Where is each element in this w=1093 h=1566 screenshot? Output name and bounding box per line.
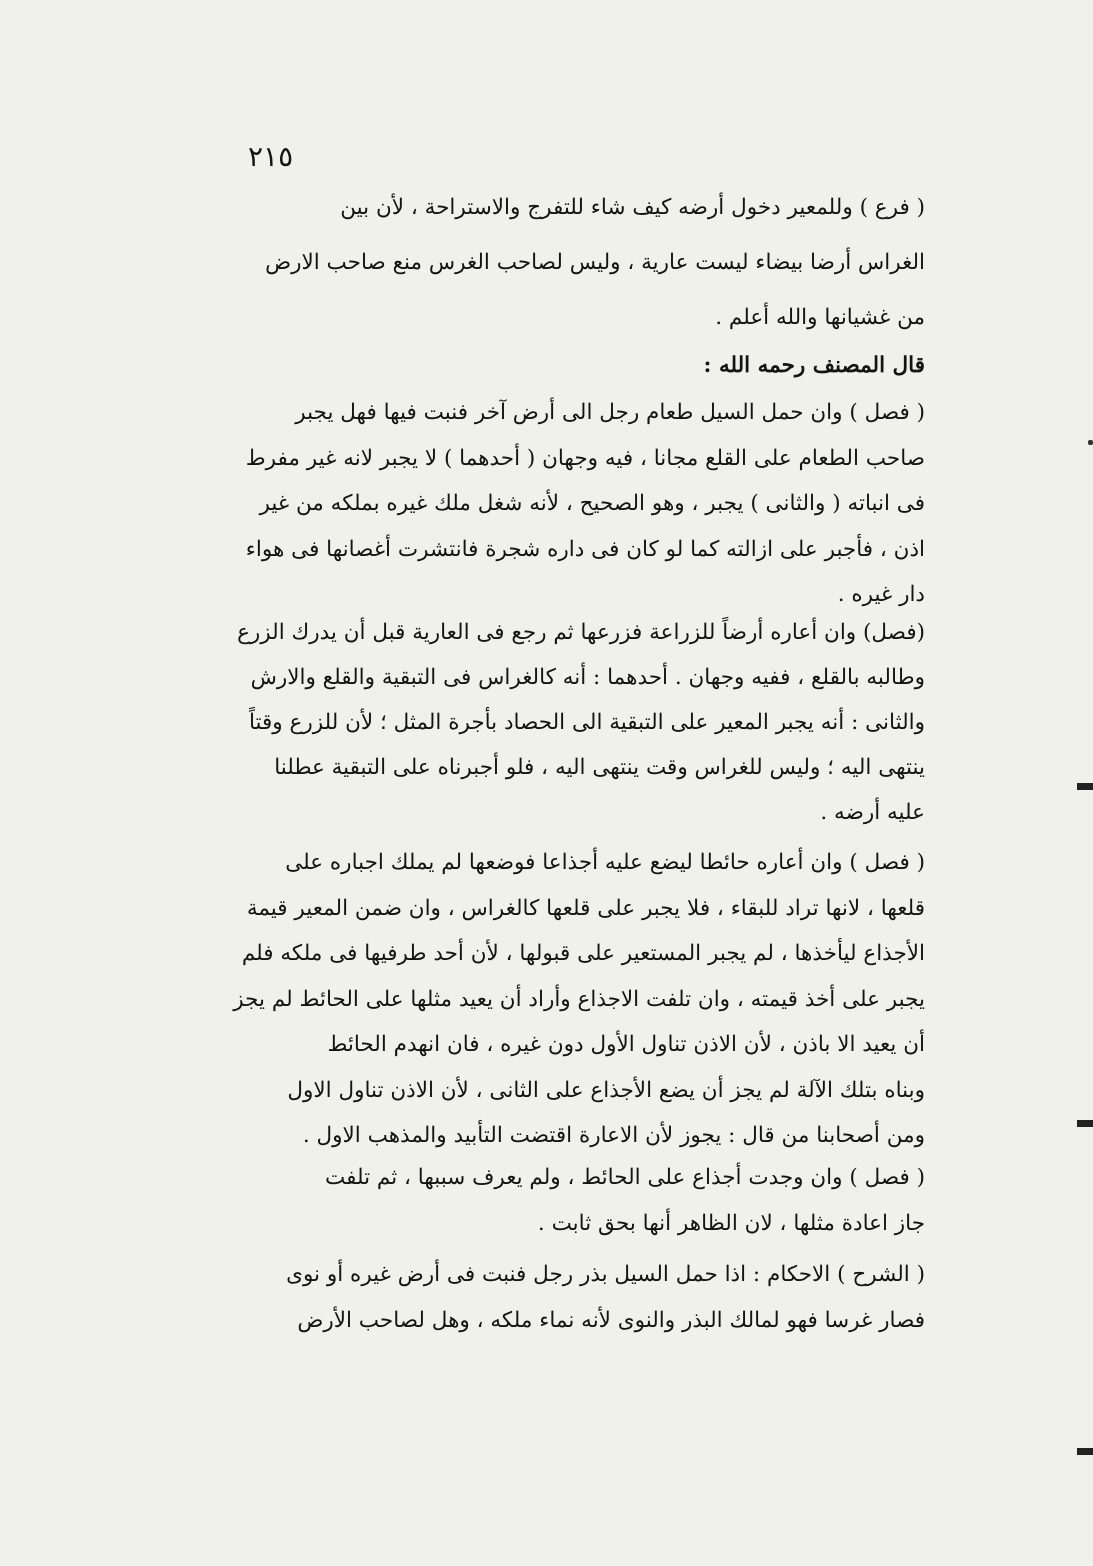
text-line: الأجذاع ليأخذها ، لم يجبر المستعير على قبولها ، لأن أحد طرفيها فى ملكه فلم [241,941,925,966]
paragraph-commentary [205,1252,925,1344]
paragraph-fasl-beams [205,1155,925,1247]
text-line: يجبر على أخذ قيمته ، وان تلفت الاجذاع وأراد أن يعيد مثلها على الحائط لم يجز [233,986,925,1012]
text-line: وبناه بتلك الآلة لم يجز أن يضع الأجذاع على الثانى ، لأن الاذن تناول الاول [287,1077,925,1103]
text-line: قلعها ، لانها تراد للبقاء ، فلا يجبر على قلعها كالغراس ، وان ضمن المعير قيمة [246,895,925,921]
text-line: صاحب الطعام على القلع مجانا ، فيه وجهان ( أحدهما ) لا يجبر لانه غير مفرط [245,445,925,471]
scan-artifact [1077,1120,1093,1127]
paragraph-fasl-wall [205,840,925,1159]
text-line: من غشيانها والله أعلم . [715,305,925,330]
scan-artifact [1077,783,1093,790]
text-line: اذن ، فأجبر على ازالته كما لو كان فى داره شجرة فانتشرت أغصانها فى هواء [245,536,925,562]
text-line: دار غيره . [837,582,925,607]
paragraph-far-branch [205,180,925,345]
text-line: ( فصل ) وان حمل السيل طعام رجل الى أرض آخر فنبت فيها فهل يجبر [295,400,925,425]
page-number: ٢١٥ [248,140,294,173]
paragraph-fasl-flood [205,390,925,618]
text-line: عليه أرضه . [820,800,925,825]
text-line: والثانى : أنه يجبر المعير على التبقية الى الحصاد بأجرة المثل ؛ لأن للزرع وقتاً [248,710,925,735]
text-line: (فصل) وان أعاره أرضاً للزراعة فزرعها ثم رجع فى العارية قبل أن يدرك الزرع [237,620,925,645]
text-line: ينتهى اليه ؛ وليس للغراس وقت ينتهى اليه ، فلو أجبرناه على التبقية عطلنا [274,755,925,780]
paragraph-fasl-farming [205,610,925,835]
text-line: ومن أصحابنا من قال : يجوز لأن الاعارة اقتضت التأبيد والمذهب الاول . [302,1123,925,1148]
text-line: ( فصل ) وان وجدت أجذاع على الحائط ، ولم يعرف سببها ، ثم تلفت [324,1165,925,1190]
heading-line: قال المصنف رحمه الله : [703,353,925,378]
text-line: فى انباته ( والثانى ) يجبر ، وهو الصحيح ، لأنه شغل ملك غيره بملكه من غير [259,491,925,516]
text-line: فصار غرسا فهو لمالك البذر والنوى لأنه نماء ملكه ، وهل لصاحب الأرض [297,1308,925,1333]
text-line: الغراس أرضا بيضاء ليست عارية ، وليس لصاحب الغرس منع صاحب الارض [265,250,925,275]
text-line: ( فرع ) وللمعير دخول أرضه كيف شاء للتفرج والاستراحة ، لأن بين [340,195,925,220]
author-heading [205,345,925,387]
scan-artifact [1088,440,1093,445]
text-line: جاز اعادة مثلها ، لان الظاهر أنها بحق ثابت . [537,1211,925,1236]
scan-artifact [1077,1448,1093,1455]
text-line: ( الشرح ) الاحكام : اذا حمل السيل بذر رجل فنبت فى أرض غيره أو نوى [286,1262,925,1287]
text-line: أن يعيد الا باذن ، لأن الاذن تناول الأول دون غيره ، فان انهدم الحائط [327,1032,925,1057]
text-line: ( فصل ) وان أعاره حائطا ليضع عليه أجذاعا فوضعها لم يملك اجباره على [285,850,925,875]
text-line: وطالبه بالقلع ، ففيه وجهان . أحدهما : أنه كالغراس فى التبقية والقلع والارش [250,665,925,690]
